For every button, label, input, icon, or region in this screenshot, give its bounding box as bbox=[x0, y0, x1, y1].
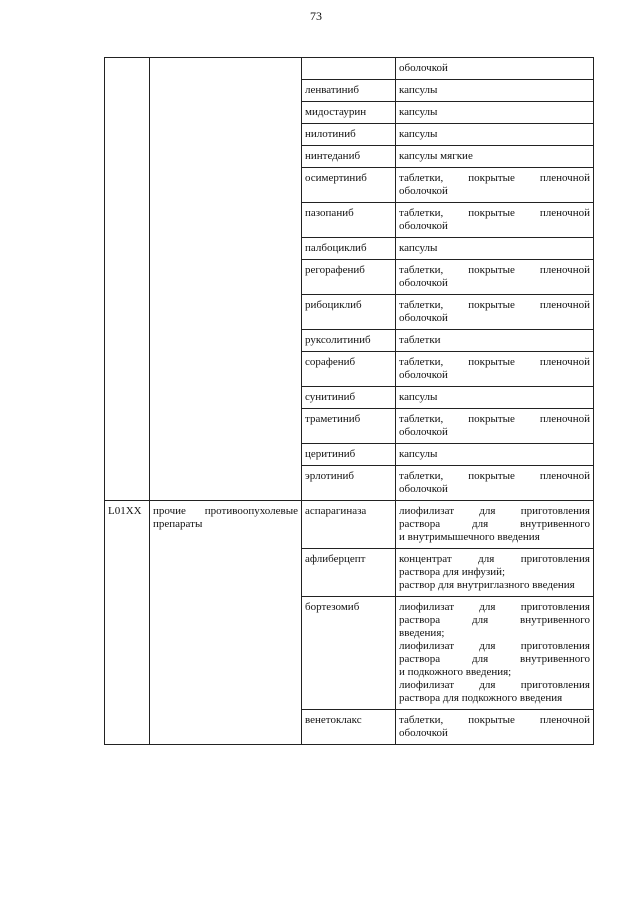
drug-cell bbox=[302, 146, 396, 168]
drug-cell bbox=[302, 80, 396, 102]
dosage-form-line: раствора для внутривенного bbox=[399, 653, 590, 665]
drug-name: церитиниб bbox=[305, 448, 356, 460]
drug-name: венетоклакс bbox=[305, 714, 362, 726]
dosage-form-line: оболочкой bbox=[399, 727, 448, 739]
drug-cell bbox=[302, 203, 396, 238]
dosage-form-line: и внутримышечного введения bbox=[399, 531, 540, 543]
form-cell bbox=[396, 124, 594, 146]
drug-cell bbox=[302, 466, 396, 501]
drug-name: сунитиниб bbox=[305, 391, 356, 403]
dosage-form-line: оболочкой bbox=[399, 220, 448, 232]
dosage-form-line: таблетки, покрытые пленочной bbox=[399, 413, 590, 425]
drug-cell bbox=[302, 330, 396, 352]
dosage-form-line: таблетки, покрытые пленочной bbox=[399, 470, 590, 482]
dosage-form-line: оболочкой bbox=[399, 426, 448, 438]
drug-cell bbox=[302, 549, 396, 597]
dosage-form-line: раствора для внутривенного bbox=[399, 614, 590, 626]
dosage-form-line: концентрат для приготовления bbox=[399, 553, 590, 565]
drug-table bbox=[104, 57, 594, 745]
drug-name: эрлотиниб bbox=[305, 470, 354, 482]
atc-code-cell bbox=[105, 501, 150, 745]
dosage-form-line: таблетки, покрытые пленочной bbox=[399, 356, 590, 368]
dosage-form-line: оболочкой bbox=[399, 277, 448, 289]
form-cell bbox=[396, 549, 594, 597]
dosage-form-line: введения; bbox=[399, 627, 445, 639]
form-cell bbox=[396, 80, 594, 102]
dosage-form-line: таблетки, покрытые пленочной bbox=[399, 714, 590, 726]
dosage-form-line: капсулы bbox=[399, 128, 438, 140]
drug-cell bbox=[302, 444, 396, 466]
form-cell bbox=[396, 295, 594, 330]
drug-name: нилотиниб bbox=[305, 128, 356, 140]
dosage-form-line: таблетки, покрытые пленочной bbox=[399, 172, 590, 184]
form-cell bbox=[396, 710, 594, 745]
drug-cell bbox=[302, 124, 396, 146]
drug-name: аспарагиназа bbox=[305, 505, 367, 517]
atc-code: L01XX bbox=[108, 505, 142, 517]
dosage-form-line: лиофилизат для приготовления bbox=[399, 679, 590, 691]
dosage-form-line: оболочкой bbox=[399, 62, 448, 74]
dosage-form-line: таблетки, покрытые пленочной bbox=[399, 207, 590, 219]
dosage-form-line: лиофилизат для приготовления bbox=[399, 505, 590, 517]
drug-cell bbox=[302, 409, 396, 444]
drug-cell bbox=[302, 168, 396, 203]
form-cell bbox=[396, 409, 594, 444]
drug-cell bbox=[302, 597, 396, 710]
drug-name: осимертиниб bbox=[305, 172, 367, 184]
form-cell bbox=[396, 466, 594, 501]
form-cell bbox=[396, 168, 594, 203]
dosage-form-line: капсулы bbox=[399, 242, 438, 254]
form-cell bbox=[396, 597, 594, 710]
drug-name: регорафениб bbox=[305, 264, 365, 276]
drug-cell bbox=[302, 501, 396, 549]
drug-cell bbox=[302, 352, 396, 387]
dosage-form-line: капсулы мягкие bbox=[399, 150, 473, 162]
form-cell bbox=[396, 330, 594, 352]
drug-name: палбоциклиб bbox=[305, 242, 367, 254]
dosage-form-line: таблетки, покрытые пленочной bbox=[399, 264, 590, 276]
group-name: прочие противоопухолевые препараты bbox=[153, 505, 298, 530]
dosage-form-line: лиофилизат для приготовления bbox=[399, 640, 590, 652]
form-cell bbox=[396, 146, 594, 168]
dosage-form-line: раствора для внутривенного bbox=[399, 518, 590, 530]
dosage-form-line: капсулы bbox=[399, 106, 438, 118]
form-cell bbox=[396, 444, 594, 466]
drug-cell bbox=[302, 102, 396, 124]
form-cell bbox=[396, 260, 594, 295]
dosage-form-line: оболочкой bbox=[399, 369, 448, 381]
drug-name: ленватиниб bbox=[305, 84, 359, 96]
drug-name: нинтеданиб bbox=[305, 150, 361, 162]
page-number: 73 bbox=[310, 9, 322, 23]
drug-name: рибоциклиб bbox=[305, 299, 362, 311]
dosage-form-line: лиофилизат для приготовления bbox=[399, 601, 590, 613]
code-cell-empty bbox=[105, 58, 150, 501]
dosage-form-line: оболочкой bbox=[399, 312, 448, 324]
dosage-form-line: капсулы bbox=[399, 448, 438, 460]
form-cell bbox=[396, 58, 594, 80]
group-cell-empty bbox=[150, 58, 302, 501]
drug-name: бортезомиб bbox=[305, 601, 360, 613]
drug-name: траметиниб bbox=[305, 413, 361, 425]
dosage-form-line: и подкожного введения; bbox=[399, 666, 512, 678]
dosage-form-line: капсулы bbox=[399, 391, 438, 403]
dosage-form-line: таблетки, покрытые пленочной bbox=[399, 299, 590, 311]
form-cell bbox=[396, 102, 594, 124]
drug-name: афлиберцепт bbox=[305, 553, 366, 565]
drug-name: руксолитиниб bbox=[305, 334, 371, 346]
dosage-form-line: капсулы bbox=[399, 84, 438, 96]
form-cell bbox=[396, 501, 594, 549]
form-cell bbox=[396, 238, 594, 260]
drug-name: сорафениб bbox=[305, 356, 356, 368]
dosage-form-line: раствора для инфузий; bbox=[399, 566, 506, 578]
dosage-form-line: таблетки bbox=[399, 334, 441, 346]
dosage-form-line: оболочкой bbox=[399, 185, 448, 197]
drug-name: мидостаурин bbox=[305, 106, 367, 118]
table-row bbox=[105, 58, 594, 80]
form-cell bbox=[396, 203, 594, 238]
group-name-cell bbox=[150, 501, 302, 745]
dosage-form-line: раствор для внутриглазного введения bbox=[399, 579, 575, 591]
drug-cell bbox=[302, 295, 396, 330]
table-row bbox=[105, 501, 594, 549]
drug-cell bbox=[302, 58, 396, 80]
drug-cell bbox=[302, 710, 396, 745]
dosage-form-line: раствора для подкожного введения bbox=[399, 692, 563, 704]
drug-cell bbox=[302, 238, 396, 260]
drug-cell bbox=[302, 387, 396, 409]
form-cell bbox=[396, 352, 594, 387]
dosage-form-line: оболочкой bbox=[399, 483, 448, 495]
drug-cell bbox=[302, 260, 396, 295]
drug-name: пазопаниб bbox=[305, 207, 354, 219]
form-cell bbox=[396, 387, 594, 409]
